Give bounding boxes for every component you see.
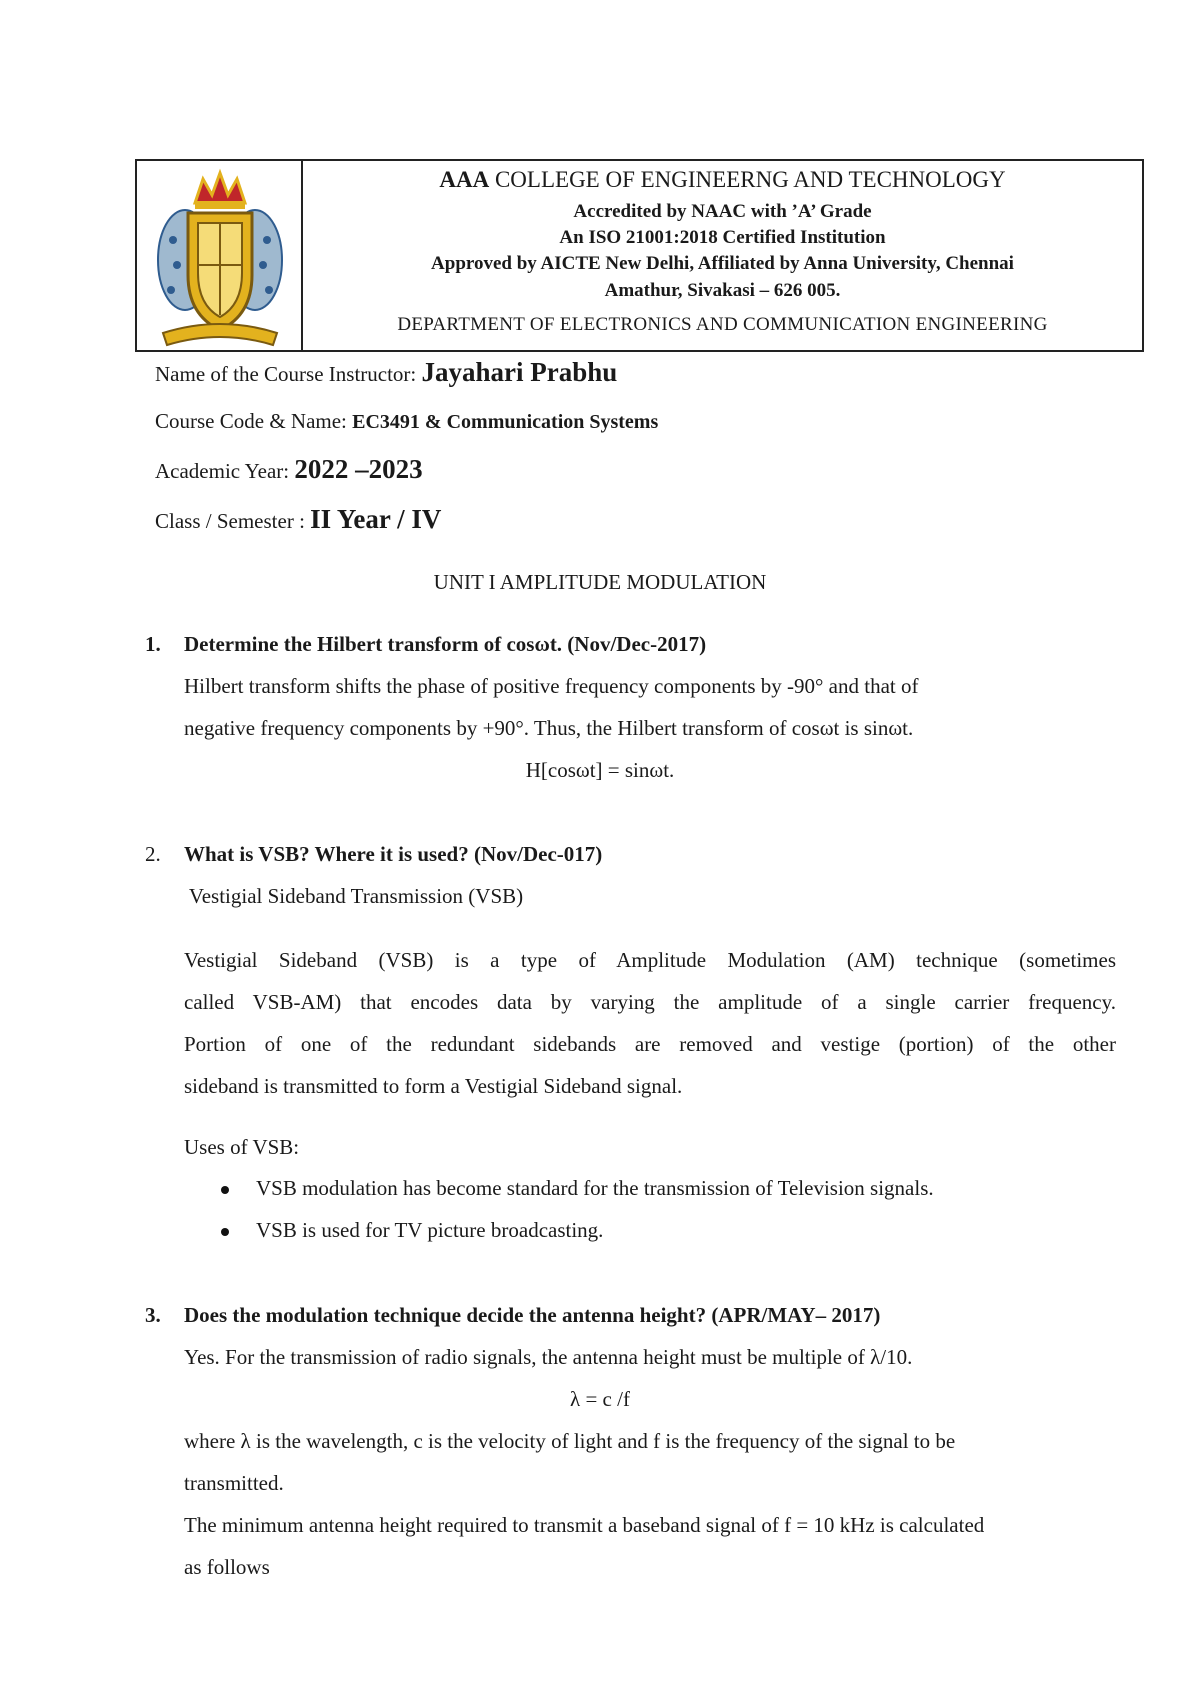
answer-line: Portion of one of the redundant sidebands are removed and vestige (portion) of the other [184,1032,1116,1056]
answer-line: where λ is the wavelength, c is the velocity of light and f is the frequency of the signal to be [184,1429,956,1453]
bullet-icon [221,1228,229,1236]
course-code-line [155,409,658,434]
equation: λ = c /f [570,1387,630,1411]
question-3-text: Does the modulation technique decide the antenna height? (APR/MAY– 2017) [184,1303,881,1327]
class-semester-line [155,504,441,535]
approval-affiliation: Approved by AICTE New Delhi, Affiliated by Anna University, Chennai [431,253,1014,274]
iso-certification: An ISO 21001:2018 Certified Institution [559,227,886,248]
answer-line: Vestigial Sideband (VSB) is a type of Amplitude Modulation (AM) technique (sometimes [184,948,1116,972]
logo-cell [137,161,303,350]
question-2-text: What is VSB? Where it is used? (Nov/Dec-017) [184,842,603,866]
list-item: VSB is used for TV picture broadcasting. [256,1218,604,1242]
class-semester-label: Class / Semester : [155,509,311,533]
answer-line: called VSB-AM) that encodes data by varying the amplitude of a single carrier frequency. [184,990,1116,1014]
college-header [135,159,1144,352]
answer-line: sideband is transmitted to form a Vestigial Sideband signal. [184,1074,683,1098]
answer-line: transmitted. [184,1471,284,1495]
college-name: AAA COLLEGE OF ENGINEERNG AND TECHNOLOGY [439,167,1006,192]
question-number: 3. [145,1303,161,1327]
unit-title: UNIT I AMPLITUDE MODULATION [433,570,767,594]
course-code-value: EC3491 & Communication Systems [352,411,659,433]
course-code-label: Course Code & Name: [155,409,353,433]
class-semester-value: II Year / IV [310,504,442,534]
answer-line: negative frequency components by +90°. Thus, the Hilbert transform of cosωt is sinωt. [184,716,914,740]
answer-subtitle: Vestigial Sideband Transmission (VSB) [184,884,524,908]
question-number: 2. [145,842,161,866]
answer-line: as follows [184,1555,270,1579]
instructor-line [155,357,617,388]
answer-line: Hilbert transform shifts the phase of positive frequency components by -90° and that of [184,674,919,698]
academic-year-line [155,454,423,485]
question-number: 1. [145,632,161,656]
bullet-icon [221,1186,229,1194]
uses-label: Uses of VSB: [184,1135,300,1159]
answer-line: The minimum antenna height required to transmit a baseband signal of f = 10 kHz is calculated [184,1513,985,1537]
instructor-label: Name of the Course Instructor: [155,362,422,386]
academic-year-value: 2022 –2023 [294,454,423,484]
department-name: DEPARTMENT OF ELECTRONICS AND COMMUNICATION ENGINEERING [397,314,1048,335]
instructor-name: Jayahari Prabhu [421,357,618,387]
college-info [303,161,1142,350]
college-address: Amathur, Sivakasi – 626 005. [604,280,841,301]
equation: H[cosωt] = sinωt. [525,758,675,782]
college-crest-logo [155,165,285,349]
academic-year-label: Academic Year: [155,459,295,483]
question-1-text: Determine the Hilbert transform of cosωt. (Nov/Dec-2017) [184,632,707,656]
accreditation: Accredited by NAAC with ’A’ Grade [573,201,872,222]
answer-line: Yes. For the transmission of radio signals, the antenna height must be multiple of λ/10. [184,1345,913,1369]
list-item: VSB modulation has become standard for the transmission of Television signals. [256,1176,934,1200]
